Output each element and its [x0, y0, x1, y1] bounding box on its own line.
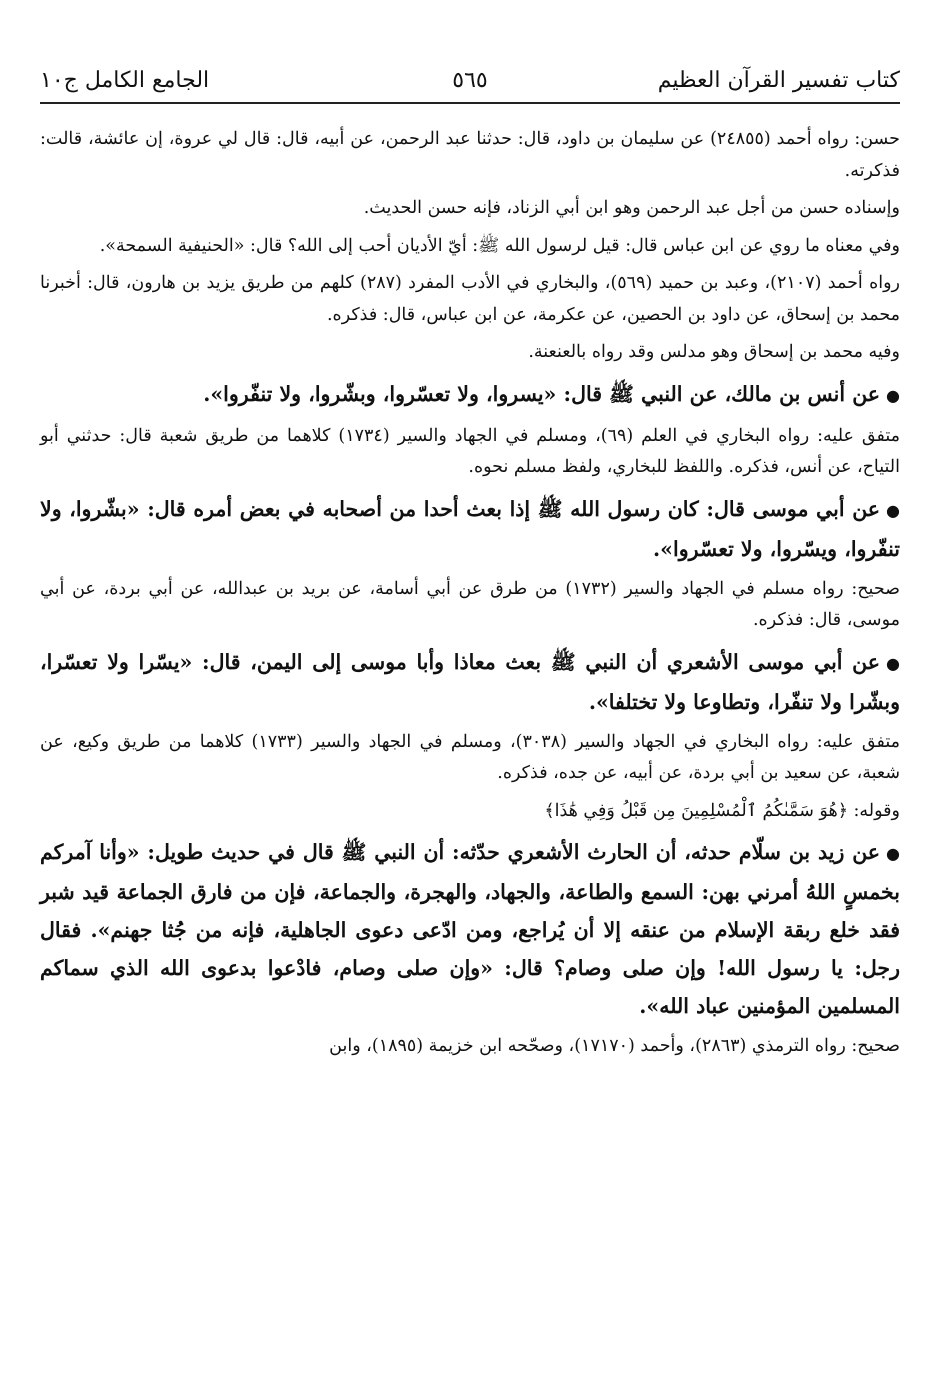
running-title: كتاب تفسير القرآن العظيم [657, 68, 900, 93]
grading-paragraph: وإسناده حسن من أجل عبد الرحمن وهو ابن أبي الزناد، فإنه حسن الحديث. [363, 198, 900, 218]
hadith-text: عن زيد بن سلّام حدثه، أن الحارث الأشعري حدّثه: أن النبي ﷺ قال في حديث طويل: «وأنا آمركم بخمسٍ اللهُ أمرني بهن: السمع والطاعة، والجهاد، والهجرة، والجماعة، فإن من فارق الجماعة قيد شبر فقد خلع ربقة الإسلام من عنقه إلا أن يُراجع، ومن ادّعى دعوى الجاهلية، فإنه من جُثا جهنم». فقال رجل: يا رسول الله! وإن صلى وصام؟ قال: «وإن صلى وصام، فادْعوا بدعوى الله الذي سماكم المسلمين المؤمنين عباد الله». [40, 840, 900, 1018]
page-number: ٥٦٥ [452, 68, 488, 93]
takhrij-paragraph: صحيح: رواه مسلم في الجهاد والسير (١٧٣٢) من طرق عن أبي أسامة، عن بريد بن عبدالله، عن أبي بردة، عن أبي موسى، قال: فذكره. [40, 578, 900, 630]
hadith-text: عن أنس بن مالك، عن النبي ﷺ قال: «يسروا، ولا تعسّروا، وبشّروا، ولا تنفّروا». [203, 381, 881, 406]
bullet-marker: ● [886, 844, 900, 863]
bullet-marker: ● [886, 500, 900, 520]
page-body [40, 104, 900, 1063]
hadith-paragraph [40, 490, 900, 568]
book-page [40, 58, 900, 1069]
hadith-text: عن أبي موسى الأشعري أن النبي ﷺ بعث معاذا وأبا موسى إلى اليمن، قال: «يسّرا ولا تعسّرا، وبشّرا ولا تنفّرا، وتطاوعا ولا تختلفا». [40, 649, 900, 714]
page-header [40, 58, 900, 104]
quran-citation: وقوله: ﴿هُوَ سَمَّىٰكُمُ ٱلْمُسْلِمِينَ مِن قَبْلُ وَفِي هَٰذَا﴾ [544, 800, 900, 821]
volume-label: الجامع الكامل ج١٠ [40, 68, 210, 93]
bullet-marker: ● [886, 653, 900, 673]
takhrij-paragraph: رواه أحمد (٢١٠٧)، وعبد بن حميد (٥٦٩)، والبخاري في الأدب المفرد (٢٨٧) كلهم من طريق يزيد بن هارون، قال: أخبرنا محمد بن إسحاق، عن داود بن الحصين، عن عكرمة، عن ابن عباس، قال: فذكره. [40, 273, 900, 325]
hadith-paragraph [40, 643, 900, 721]
related-narration-paragraph: وفي معناه ما روي عن ابن عباس قال: قيل لرسول الله ﷺ: أيّ الأديان أحب إلى الله؟ قال: «الحنيفية السمحة». [99, 235, 900, 256]
takhrij-paragraph: صحيح: رواه الترمذي (٢٨٦٣)، وأحمد (١٧١٧٠)، وصحّحه ابن خزيمة (١٨٩٥)، وابن [329, 1036, 900, 1056]
takhrij-paragraph: متفق عليه: رواه البخاري في الجهاد والسير (٣٠٣٨)، ومسلم في الجهاد والسير (١٧٣٣) كلاهما من طريق وكيع، عن شعبة، عن سعيد بن أبي بردة، عن أبيه، عن جده، فذكره. [40, 731, 900, 783]
bullet-marker: ● [886, 385, 900, 405]
takhrij-paragraph: حسن: رواه أحمد (٢٤٨٥٥) عن سليمان بن داود، قال: حدثنا عبد الرحمن، عن أبيه، قال: قال لي عروة، إن عائشة، قالت: فذكرته. [40, 129, 900, 181]
grading-paragraph: وفيه محمد بن إسحاق وهو مدلس وقد رواه بالعنعنة. [528, 342, 900, 362]
hadith-text: عن أبي موسى قال: كان رسول الله ﷺ إذا بعث أحدا من أصحابه في بعض أمره قال: «بشّروا، ولا تنفّروا، ويسّروا، ولا تعسّروا». [40, 496, 900, 561]
takhrij-paragraph: متفق عليه: رواه البخاري في العلم (٦٩)، ومسلم في الجهاد والسير (١٧٣٤) كلاهما من طريق شعبة قال: حدثني أبو التياح، عن أنس، فذكره. واللفظ للبخاري، ولفظ مسلم نحوه. [40, 425, 900, 477]
hadith-paragraph [40, 833, 900, 1025]
hadith-paragraph [40, 375, 900, 415]
